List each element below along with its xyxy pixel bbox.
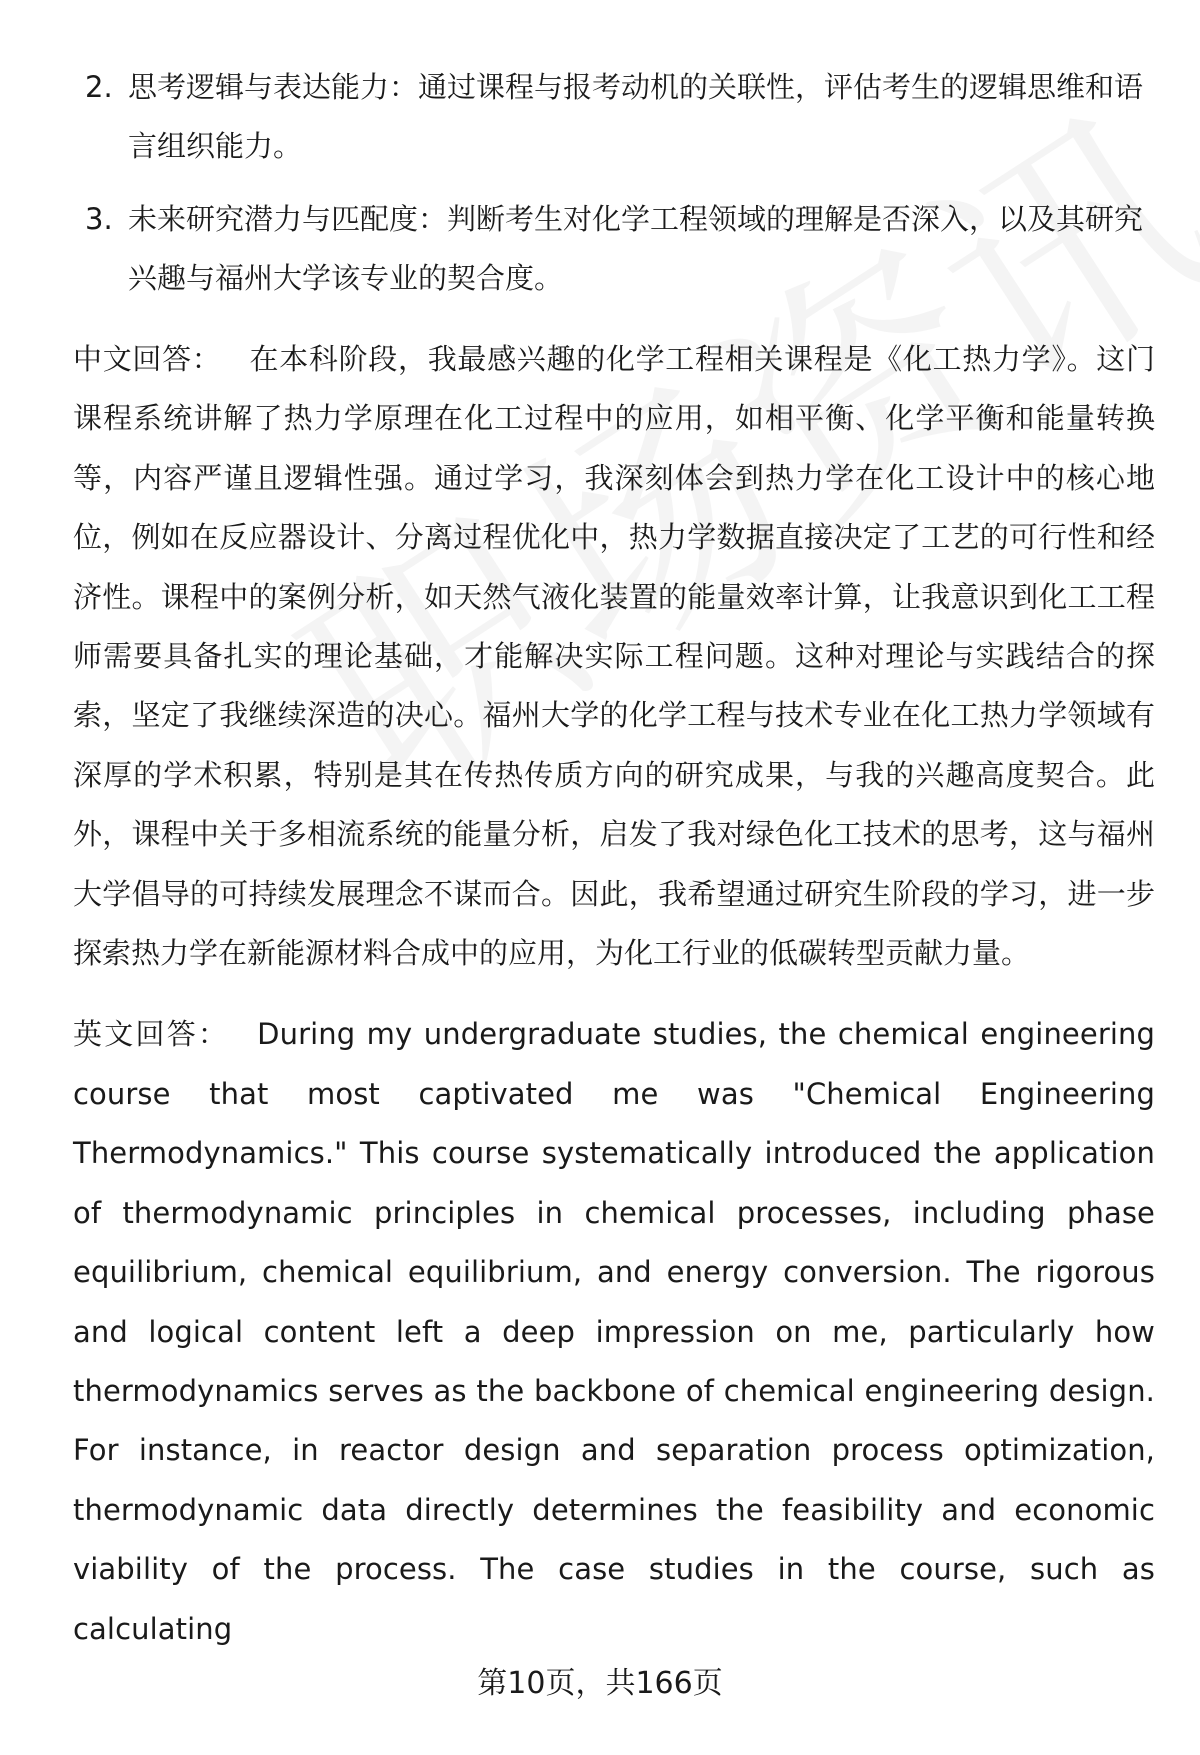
list-item (73, 190, 1155, 308)
chinese-answer-label: 中文回答： (73, 342, 222, 376)
list-item (73, 58, 1155, 176)
list-number: 2. (85, 70, 113, 104)
english-answer (73, 1005, 1155, 1658)
document-page (73, 58, 1155, 1659)
chinese-answer (73, 330, 1155, 983)
chinese-answer-text: 在本科阶段，我最感兴趣的化学工程相关课程是《化工热力学》。这门课程系统讲解了热力学原理在化工过程中的应用，如相平衡、化学平衡和能量转换等，内容严谨且逻辑性强。通过学习，我深刻体会到热力学在化工设计中的核心地位，例如在反应器设计、分离过程优化中，热力学数据直接决定了工艺的可行性和经济性。课程中的案例分析，如天然气液化装置的能量效率计算，让我意识到化工工程师需要具备扎实的理论基础，才能解决实际工程问题。这种对理论与实践结合的探索，坚定了我继续深造的决心。福州大学的化学工程与技术专业在化工热力学领域有深厚的学术积累，特别是其在传热传质方向的研究成果，与我的兴趣高度契合。此外，课程中关于多相流系统的能量分析，启发了我对绿色化工技术的思考，这与福州大学倡导的可持续发展理念不谋而合。因此，我希望通过研究生阶段的学习，进一步探索热力学在新能源材料合成中的应用，为化工行业的低碳转型贡献力量。 (73, 342, 1155, 971)
english-answer-text: During my undergraduate studies, the chemical engineering course that most captivated me was "Chemical Engineering Thermodynamics." This course systematically introduced the application of thermodynamic principles in chemical processes, including phase equilibrium, chemical equilibrium, and energy conversion. The rigorous and logical content left a deep impression on me, particularly how thermodynamics serves as the backbone of chemical engineering design. For instance, in reactor design and separation process optimization, thermodynamic data directly determines the feasibility and economic viability of the process. The case studies in the course, such as calculating (73, 1017, 1155, 1646)
english-answer-label: 英文回答： (73, 1017, 230, 1052)
page-footer: 第10页，共166页 (477, 1666, 723, 1701)
list-text: 思考逻辑与表达能力：通过课程与报考动机的关联性，评估考生的逻辑思维和语言组织能力。 (128, 70, 1144, 163)
list-number: 3. (85, 202, 113, 236)
criteria-list (73, 58, 1155, 308)
list-text: 未来研究潜力与匹配度：判断考生对化学工程领域的理解是否深入，以及其研究兴趣与福州大学该专业的契合度。 (128, 202, 1144, 295)
